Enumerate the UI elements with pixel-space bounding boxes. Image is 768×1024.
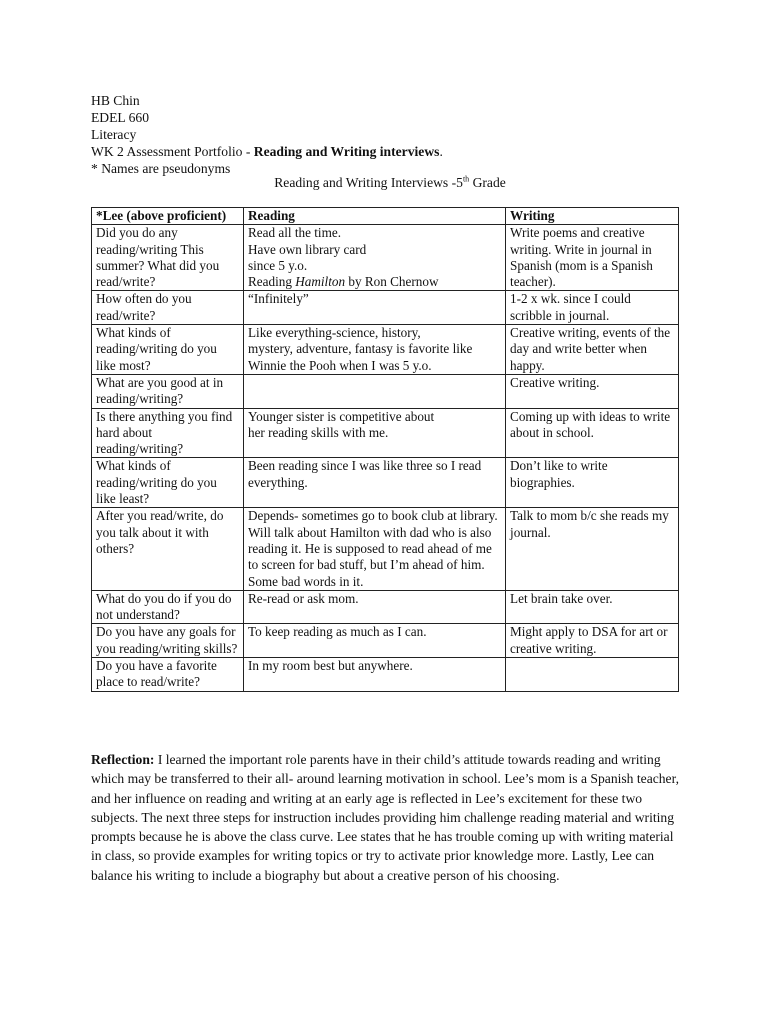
reading-line <box>248 274 501 290</box>
question-cell: What kinds of reading/writing do you like most? <box>92 325 244 375</box>
pseudonym-note: * Names are pseudonyms <box>91 161 231 176</box>
writing-cell <box>506 658 679 692</box>
table-row <box>92 590 679 624</box>
writing-cell: Talk to mom b/c she reads my journal. <box>506 508 679 590</box>
header-cell-writing: Writing <box>506 208 679 225</box>
reading-pre: Reading <box>247 274 296 290</box>
writing-cell: Creative writing, events of the day and write better when happy. <box>506 325 679 375</box>
question-cell: What do you do if you do not understand? <box>92 590 244 624</box>
reading-post: by Ron Chernow <box>345 274 439 290</box>
reading-cell: To keep reading as much as I can. <box>243 624 505 658</box>
writing-cell: Let brain take over. <box>506 590 679 624</box>
table-header-row <box>92 208 679 225</box>
writing-cell: Write poems and creative writing. Write in journal in Spanish (mom is a Spanish teacher). <box>506 225 679 291</box>
table-row <box>92 374 679 408</box>
reading-cell <box>243 225 505 291</box>
reading-line: Younger sister is competitive about <box>247 408 435 424</box>
writing-cell: Might apply to DSA for art or creative writing. <box>506 624 679 658</box>
subject-name: Literacy <box>91 127 137 142</box>
header-cell-reading: Reading <box>243 208 505 225</box>
writing-cell: 1-2 x wk. since I could scribble in journal. <box>506 291 679 325</box>
question-cell: What kinds of reading/writing do you like least? <box>92 458 244 508</box>
table-title-suffix: Grade <box>469 175 506 190</box>
book-title: Hamilton <box>295 274 346 290</box>
reading-cell <box>243 508 505 590</box>
reading-line: Like everything-science, history, <box>247 325 421 341</box>
table-row <box>92 508 679 590</box>
table-title <box>0 174 768 191</box>
question-cell: Is there anything you find hard about reading/writing? <box>92 408 244 458</box>
table-row <box>92 658 679 692</box>
reading-cell: Re-read or ask mom. <box>243 590 505 624</box>
reading-cell <box>243 325 505 375</box>
table-row <box>92 325 679 375</box>
reading-paragraph: Depends- sometimes go to book club at library. <box>247 508 498 524</box>
question-cell: Do you have a favorite place to read/write? <box>92 658 244 692</box>
table-row <box>92 291 679 325</box>
question-cell: What are you good at in reading/writing? <box>92 374 244 408</box>
reading-line: her reading skills with me. <box>247 424 389 440</box>
reading-line: since 5 y.o. <box>247 257 308 273</box>
question-cell: Do you have any goals for you reading/writing skills? <box>92 624 244 658</box>
author-name: HB Chin <box>91 93 140 108</box>
reading-line: Winnie the Pooh when I was 5 y.o. <box>247 357 432 373</box>
reflection-label: Reflection: <box>91 752 155 767</box>
assignment-title <box>91 143 443 160</box>
writing-cell: Creative writing. <box>506 374 679 408</box>
reflection-paragraph <box>91 750 681 885</box>
interview-table <box>91 207 679 692</box>
table-row <box>92 225 679 291</box>
reading-cell <box>243 408 505 458</box>
reading-cell <box>243 374 505 408</box>
reflection-text: I learned the important role parents have in their child’s attitude towards reading and writing which may be transferred to their all- around learning motivation in school. Lee’s mom is a Spanish teacher, and her influence on reading and writing at an early age is reflected in Lee’s excitement for these two subjects. The next three steps for instruction includes providing him challenge reading material and writing prompts because he is above the class curve. Lee states that he has trouble coming up with writing material in class, so provide examples for writing topics or try to activate prior knowledge more. Lastly, Lee can balance his writing to include a biography but about a creative person of his choosing. <box>91 752 679 883</box>
question-cell: Did you do any reading/writing This summer? What did you read/write? <box>92 225 244 291</box>
table-title-superscript: th <box>462 174 470 184</box>
reading-cell: Been reading since I was like three so I read everything. <box>243 458 505 508</box>
reading-line: Read all the time. <box>247 225 341 241</box>
writing-cell: Don’t like to write biographies. <box>506 458 679 508</box>
table-row <box>92 408 679 458</box>
reading-line: Have own library card <box>247 241 367 257</box>
table-title-text: Reading and Writing Interviews -5 <box>274 175 463 190</box>
question-cell: After you read/write, do you talk about it with others? <box>92 508 244 590</box>
reading-paragraph: Will talk about Hamilton with dad who is also reading it. He is supposed to read ahead of me to screen for bad stuff, but I’m ahead of him. Some bad words in it. <box>247 524 492 589</box>
header-cell-student: *Lee (above proficient) <box>92 208 244 225</box>
assignment-suffix: . <box>439 144 443 159</box>
reading-cell: “Infinitely” <box>243 291 505 325</box>
reading-line: mystery, adventure, fantasy is favorite like <box>247 341 473 357</box>
course-code: EDEL 660 <box>91 110 150 125</box>
table-row <box>92 458 679 508</box>
document-header <box>91 92 443 177</box>
table-row <box>92 624 679 658</box>
assignment-prefix: WK 2 Assessment Portfolio - <box>91 144 254 159</box>
question-cell: How often do you read/write? <box>92 291 244 325</box>
assignment-bold-title: Reading and Writing interviews <box>253 144 440 159</box>
writing-cell: Coming up with ideas to write about in school. <box>506 408 679 458</box>
reading-cell: In my room best but anywhere. <box>243 658 505 692</box>
